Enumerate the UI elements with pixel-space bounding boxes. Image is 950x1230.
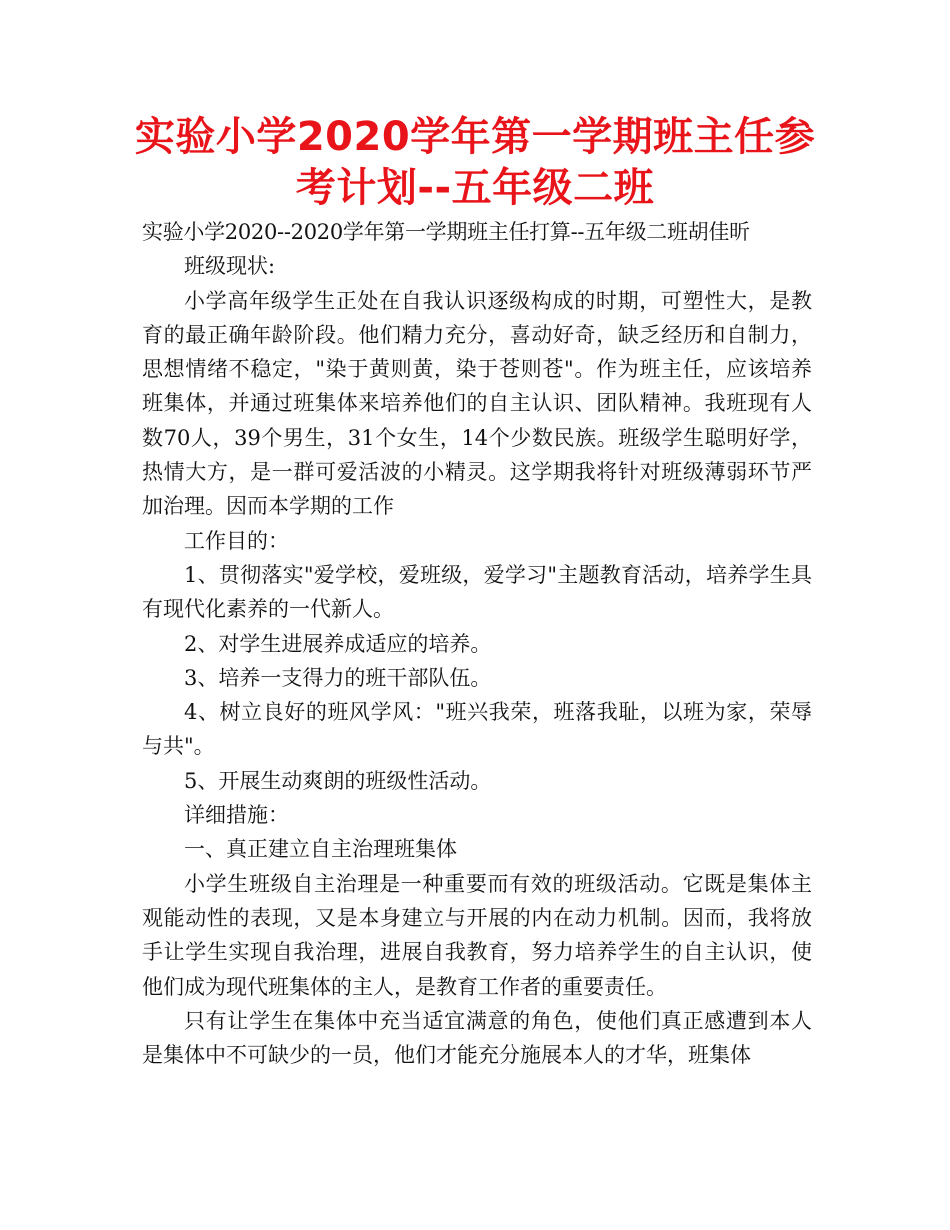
document-title: 实验小学2020学年第一学期班主任参考计划--五年级二班 [134,114,816,211]
section-heading-class-status: 班级现状: [184,254,276,279]
goal-item-3: 3、培养一支得力的班干部队伍。 [184,665,492,690]
goal-item-4: 4、树立良好的班风学风："班兴我荣，班落我耻，以班为家，荣辱与共"。 [142,700,812,759]
paragraph-class-status: 小学高年级学生正处在自我认识逐级构成的时期，可塑性大，是教育的最正确年龄阶段。他们精力充分，喜动好奇，缺乏经历和自制力，思想情绪不稳定，"染于黄则黄，染于苍则苍"。作为班主任，应该培养班集体，并通过班集体来培养他们的自主认识、团队精神。我班现有人数70人，39个男生，31个女生，14个少数民族。班级学生聪明好学，热情大方，是一群可爱活波的小精灵。这学期我将针对班级薄弱环节严加治理。因而本学期的工作 [142,288,812,519]
measure-heading-1: 一、真正建立自主治理班集体 [184,837,457,862]
goal-item-2: 2、对学生进展养成适应的培养。 [184,631,492,656]
document-subtitle: 实验小学2020--2020学年第一学期班主任打算--五年级二班胡佳昕 [142,220,750,244]
goal-item-5: 5、开展生动爽朗的班级性活动。 [184,768,492,793]
paragraph-student-roles: 只有让学生在集体中充当适宜满意的角色，使他们真正感遭到本人是集体中不可缺少的一员，他们才能充分施展本人的才华，班集体 [142,1008,812,1068]
goal-item-1: 1、贯彻落实"爱学校，爱班级，爱学习"主题教育活动，培养学生具有现代化素养的一代新人。 [142,562,812,622]
section-heading-work-goals: 工作目的： [184,528,289,553]
section-heading-measures: 详细措施： [184,803,289,828]
paragraph-self-management: 小学生班级自主治理是一种重要而有效的班级活动。它既是集体主观能动性的表现，又是本身建立与开展的内在动力机制。因而，我将放手让学生实现自我治理，进展自我教育，努力培养学生的自主认识，使他们成为现代班集体的主人，是教育工作者的重要责任。 [142,871,812,999]
document-body [142,215,812,1072]
